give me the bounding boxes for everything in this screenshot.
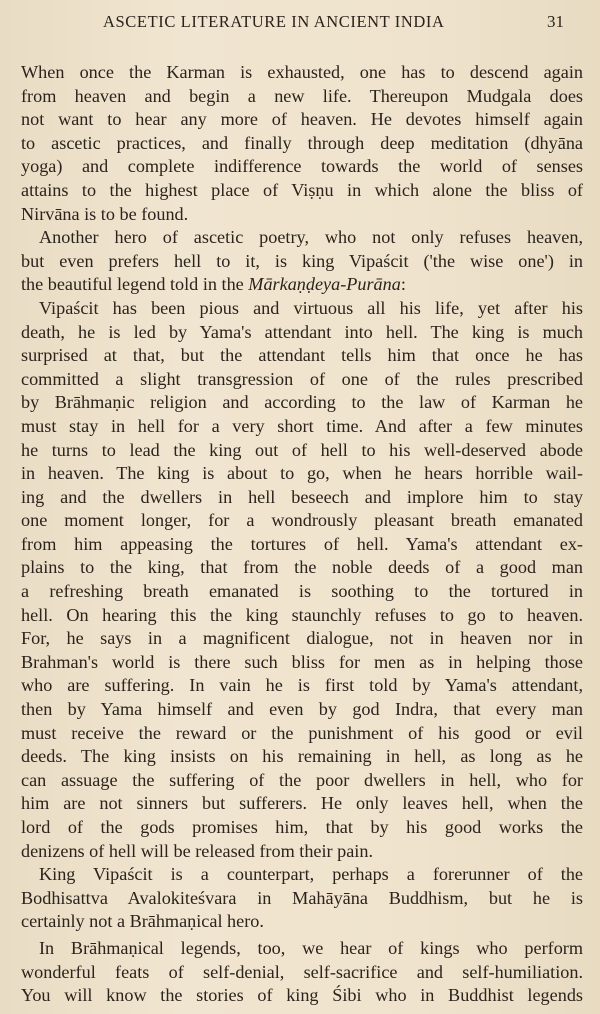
- text-run: the beautiful legend told in the: [21, 274, 249, 295]
- text-line: surprised at that, but the attendant tells him that once he has: [21, 345, 583, 366]
- paragraph: [21, 863, 583, 934]
- text-line: must stay in hell for a very short time. And after a few minutes: [21, 415, 583, 436]
- text-line: from him appeasing the tortures of hell. Yama's attendant ex-: [21, 533, 583, 554]
- text-line: by Brāhmaṇic religion and according to the law of Karman he: [21, 392, 583, 413]
- text-line: Vipaścit has been pious and virtuous all his life, yet after his: [39, 297, 583, 318]
- text-line: lord of the gods promises him, that by his good works the: [21, 817, 583, 837]
- text-line: must receive the reward or the punishment of his good or evil: [21, 722, 583, 743]
- text-line: from heaven and begin a new life. Thereupon Mudgala does: [21, 85, 583, 106]
- running-head: [0, 12, 600, 40]
- text-line: When once the Karman is exhausted, one has to descend again: [21, 62, 583, 82]
- text-line: to ascetic practices, and finally through deep meditation (dhyāna: [21, 132, 583, 153]
- text-line: but even prefers hell to it, is king Vipaścit ('the wise one') in: [21, 250, 583, 271]
- text-line: death, he is led by Yama's attendant into hell. The king is much: [21, 321, 583, 342]
- body-text: [21, 61, 583, 1008]
- text-line: King Vipaścit is a counterpart, perhaps a forerunner of the: [39, 864, 583, 885]
- text-line: [21, 273, 583, 297]
- paragraph: [21, 297, 583, 863]
- text-line: then by Yama himself and even by god Indra, that every man: [21, 699, 583, 720]
- paragraph: [21, 937, 583, 1008]
- paragraph: [21, 61, 583, 226]
- text-line: one moment longer, for a wondrously pleasant breath emanated: [21, 510, 583, 531]
- text-line: wonderful feats of self-denial, self-sacrifice and self-humiliation.: [21, 961, 583, 982]
- text-line: Bodhisattva Avalokiteśvara in Mahāyāna Buddhism, but he is: [21, 887, 583, 908]
- text-line: denizens of hell will be released from their pain.: [21, 840, 374, 861]
- text-line: in heaven. The king is about to go, when he hears horrible wail-: [21, 463, 583, 484]
- text-line: plains to the king, that from the noble deeds of a good man: [21, 557, 583, 578]
- text-line: Nirvāna is to be found.: [21, 203, 189, 224]
- text-line: he turns to lead the king out of hell to his well-deserved abode: [21, 439, 583, 460]
- text-line: him are not sinners but sufferers. He only leaves hell, when the: [21, 793, 583, 814]
- text-line: who are suffering. In vain he is first told by Yama's attendant,: [21, 675, 583, 696]
- paragraph: [21, 226, 583, 297]
- text-line: ing and the dwellers in hell beseech and implore him to stay: [21, 486, 583, 507]
- text-line: In Brāhmaṇical legends, too, we hear of kings who perform: [39, 937, 583, 958]
- text-line: committed a slight transgression of one of the rules prescribed: [21, 368, 583, 389]
- text-line: You will know the stories of king Śibi who in Buddhist legends: [21, 985, 583, 1006]
- text-line: a refreshing breath emanated is soothing to the tortured in: [21, 581, 583, 602]
- text-line: hell. On hearing this the king staunchly refuses to go to heaven.: [21, 604, 583, 625]
- work-title-italic: Mārkaṇḍeya-Purāna: [248, 274, 401, 295]
- text-line: can assuage the suffering of the poor dwellers in hell, who for: [21, 769, 583, 790]
- text-line: attains to the highest place of Viṣṇu in which alone the bliss of: [21, 179, 583, 200]
- text-line: not want to hear any more of heaven. He devotes himself again: [21, 109, 583, 130]
- text-line: yoga) and complete indifference towards the world of senses: [21, 156, 583, 177]
- text-line: deeds. The king insists on his remaining in hell, as long as he: [21, 746, 583, 767]
- page-number: 31: [547, 12, 564, 31]
- text-run: :: [400, 274, 406, 295]
- text-line: Another hero of ascetic poetry, who not only refuses heaven,: [39, 227, 583, 248]
- running-title: ASCETIC LITERATURE IN ANCIENT INDIA: [103, 12, 445, 31]
- text-line: certainly not a Brāhmaṇical hero.: [21, 911, 264, 932]
- text-line: For, he says in a magnificent dialogue, not in heaven nor in: [21, 628, 583, 649]
- text-line: Brahman's world is there such bliss for men as in helping those: [21, 651, 583, 672]
